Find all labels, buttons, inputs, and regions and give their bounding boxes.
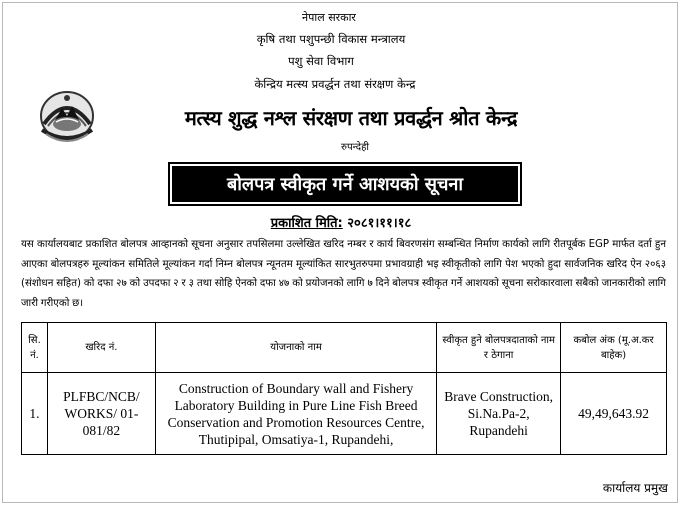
header-procurement-no: खरिद नं. (47, 323, 155, 373)
header-project: योजनाको नाम (155, 323, 436, 373)
notice-title: बोलपत्र स्वीकृत गर्ने आशयको सूचना (172, 166, 518, 202)
notice-body: यस कार्यालयबाट प्रकाशित बोलपत्र आव्हानको सूचना अनुसार तपसिलमा उल्लेखित खरिद नम्बर र कार्य बिवरणसंग सम्बन्धित निर्माण कार्यको लागि रीतपूर्बक EGP मार्फत दर्ता हुन आएका बोलपत्रहरु मूल्यांकन समितिले मूल्यांकन गर्दा निम्न बोलपत्र न्यूनतम मूल्यांकित सारभुतरुपमा प्रभावग्राही भइ स्वीकृतीको लागि पेश भएको हुदा सार्वजनिक खरिद ऐन २०६३ (संशोधन सहित) को दफा २७ को उपदफा २ र ३ तथा सोहि ऐनको दफा ४७ को प्रयोजनको लागि ७ दिने बोलपत्र स्वीकृत गर्ने आशयको सूचना सरोकारवाला सबैको जानकारीको लागि जारी गरीएको छ। (21, 239, 666, 309)
cell-procurement-no: PLFBC/NCB/ WORKS/ 01-081/82 (47, 373, 155, 455)
header-sn: सि. नं. (22, 323, 48, 373)
table-row (22, 373, 667, 455)
center-heading: केन्द्रिय मत्स्य प्रवर्द्धन तथा संरक्षण केन्द्र (254, 77, 416, 91)
cell-sn: 1. (22, 373, 48, 455)
government-heading: नेपाल सरकार (302, 11, 356, 24)
publish-date-label: प्रकाशित मिति: (270, 216, 343, 231)
ministry-heading: कृषि तथा पशुपन्छी विकास मन्त्रालय (256, 32, 406, 46)
district-label: रुपन्देही (341, 142, 369, 153)
publish-date-line (0, 213, 682, 231)
cell-project: Construction of Boundary wall and Fishery Laboratory Building in Pure Line Fish Breed Conservation and Promotion Resources Centre, Thutipipal, Omsatiya-1, Rupandehi, (155, 373, 436, 455)
bid-table (21, 322, 667, 455)
cell-amount: 49,49,643.92 (561, 373, 667, 455)
cell-bidder: Brave Construction, Si.Na.Pa-2, Rupandehi (437, 373, 561, 455)
office-chief-signature: कार्यालय प्रमुख (602, 481, 668, 495)
table-header-row (22, 323, 667, 373)
header-bidder: स्वीकृत हुने बोलपत्रदाताको नाम र ठेगाना (437, 323, 561, 373)
publish-date-value: २०८१।११।१८ (347, 216, 412, 231)
office-title: मत्स्य शुद्ध नश्ल संरक्षण तथा प्रवर्द्धन श्रोत केन्द्र (184, 106, 518, 130)
department-heading: पशु सेवा विभाग (288, 54, 354, 68)
header-amount: कबोल अंक (मू.अ.कर बाहेक) (561, 323, 667, 373)
